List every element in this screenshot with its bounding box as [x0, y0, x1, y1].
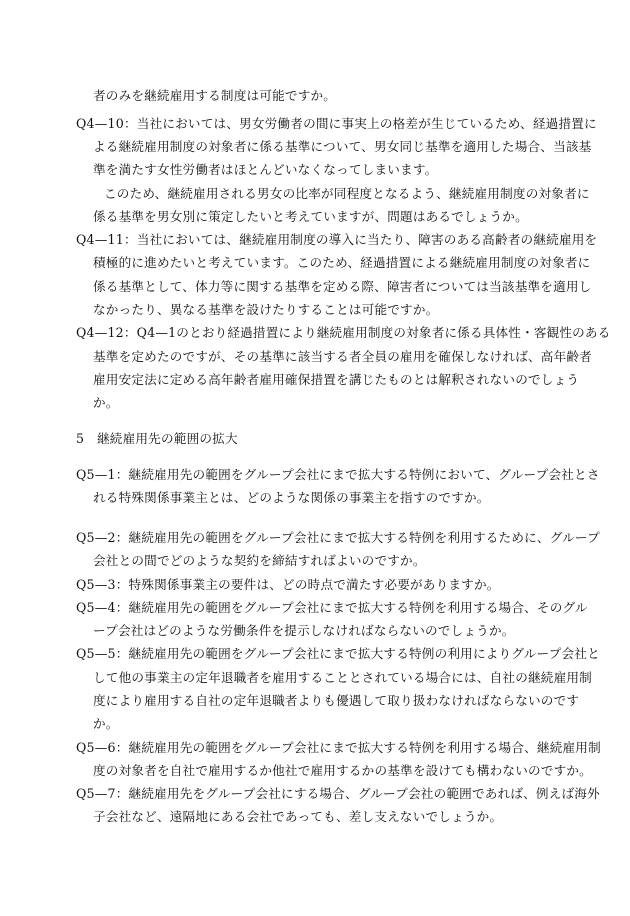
q4-12-line-4: か。 [93, 395, 119, 410]
q5-5-line-2: して他の事業主の定年退職者を雇用することとされている場合には、自社の継続雇用制 [93, 670, 592, 685]
q4-10-line-2: よる継続雇用制度の対象者に係る基準について、男女同じ基準を適用した場合、当該基 [93, 139, 592, 154]
q5-3-line-1: Q5—3：特殊関係事業主の要件は、どの時点で満たす必要がありますか。 [76, 577, 500, 592]
q5-2-line-2: 会社との間でどのような契約を締結すればよいのですか。 [93, 553, 426, 568]
q5-5-line-4: か。 [93, 716, 119, 731]
q4-10-line-3: 準を満たす女性労働者はほとんどいなくなってしまいます。 [93, 162, 438, 177]
section-5-heading: 5 継続雇用先の範囲の拡大 [76, 431, 238, 446]
q5-6-line-2: 度の対象者を自社で雇用するか他社で雇用するかの基準を設けても構わないのですか。 [93, 763, 592, 778]
q5-1-line-1: Q5—1：継続雇用先の範囲をグループ会社にまで拡大する特例において、グループ会社とさ [76, 467, 600, 482]
q5-5-line-3: 度により雇用する自社の定年退職者よりも優遇して取り扱わなければならないのです [93, 693, 580, 708]
q5-6-line-1: Q5—6：継続雇用先の範囲をグループ会社にまで拡大する特例を利用する場合、継続雇用制 [76, 740, 601, 755]
q5-7-line-2: 子会社など、遠隔地にある会社であっても、差し支えないでしょうか。 [93, 809, 503, 824]
q4-10-line-5: 係る基準を男女別に策定したいと考えていますが、問題はあるでしょうか。 [93, 209, 528, 224]
q4-11-line-3: 係る基準として、体力等に関する基準を定める際、障害者については当該基準を適用し [93, 279, 592, 294]
q5-2-line-1: Q5—2：継続雇用先の範囲をグループ会社にまで拡大する特例を利用するために、グループ [76, 530, 600, 545]
q5-4-line-1: Q5—4：継続雇用先の範囲をグループ会社にまで拡大する特例を利用する場合、そのグル [76, 600, 588, 615]
q4-11-line-4: なかったり、異なる基準を設けたりすることは可能ですか。 [93, 302, 439, 317]
q4-12-line-3: 雇用安定法に定める高年齢者雇用確保措置を講じたものとは解釈されないのでしょう [93, 372, 580, 387]
q5-7-line-1: Q5—7：継続雇用先をグループ会社にする場合、グループ会社の範囲であれば、例えば海外 [76, 786, 600, 801]
q4-10-line-1: Q4—10：当社においては、男女労働者の間に事実上の格差が生じているため、経過措置に [76, 116, 597, 131]
q5-5-line-1: Q5—5：継続雇用先の範囲をグループ会社にまで拡大する特例の利用によりグループ会社と [76, 646, 600, 661]
q5-4-line-2: ープ会社はどのような労働条件を提示しなければならないのでしょうか。 [93, 623, 515, 638]
q4-11-line-1: Q4—11：当社においては、継続雇用制度の導入に当たり、障害のある高齢者の継続雇用を [76, 232, 598, 247]
q4-11-line-2: 積極的に進めたいと考えています。このため、経過措置による継続雇用制度の対象者に [93, 255, 591, 270]
q4-9-continuation-line: 者のみを継続雇用する制度は可能ですか。 [93, 88, 337, 103]
q4-10-line-4: このため、継続雇用される男女の比率が同程度となるよう、継続雇用制度の対象者に [104, 186, 590, 201]
q5-1-line-2: れる特殊関係事業主とは、どのような関係の事業主を指すのですか。 [93, 490, 490, 505]
q4-12-line-2: 基準を定めたのですが、その基準に該当する者全員の雇用を確保しなければ、高年齢者 [93, 349, 592, 364]
q4-12-line-1: Q4—12：Q4—1のとおり経過措置により継続雇用制度の対象者に係る具体性・客観性のある [76, 325, 611, 340]
